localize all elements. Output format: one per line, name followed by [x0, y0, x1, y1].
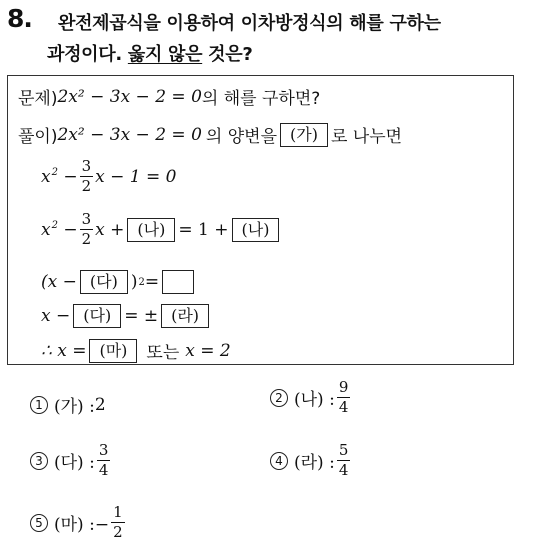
option-1[interactable] — [30, 392, 106, 417]
option-3-fraction — [97, 443, 111, 478]
solution-suffix: 로 나누면 — [330, 127, 403, 147]
step2-mid: = 1 + — [178, 219, 229, 240]
step1-minus: − — [57, 166, 78, 187]
step3-row — [41, 270, 197, 294]
blank-ma: (마) — [89, 339, 137, 363]
question-number: 8. — [7, 4, 32, 33]
step1-row — [41, 159, 177, 194]
option-5-label: (마) :− — [54, 515, 110, 535]
option-3-frac-num: 3 — [98, 441, 109, 459]
step5-post: x = 2 — [185, 340, 231, 361]
step1-frac-den: 2 — [81, 177, 92, 195]
step2-frac-num: 3 — [81, 210, 92, 228]
option-5[interactable] — [30, 505, 127, 540]
option-5-frac-den: 2 — [113, 523, 123, 541]
question-underlined-text: 옳지 않은 — [127, 44, 203, 65]
option-4-fraction — [337, 443, 351, 478]
solution-box — [7, 75, 514, 365]
problem-row — [18, 84, 320, 109]
option-3-number: 3 — [30, 452, 48, 470]
step4-pre: x − — [41, 306, 71, 326]
option-2[interactable] — [270, 380, 352, 415]
step5-pre: ∴ x = — [41, 340, 87, 361]
option-2-fraction — [337, 380, 351, 415]
option-2-number: 2 — [270, 389, 288, 407]
option-5-number: 5 — [30, 514, 48, 532]
option-5-fraction — [111, 505, 125, 540]
question-text-line1: 완전제곱식을 이용하여 이차방정식의 해를 구하는 — [58, 13, 441, 34]
blank-na-2: (나) — [232, 218, 280, 242]
option-3-frac-den: 4 — [98, 461, 109, 479]
option-2-label: (나) : — [294, 390, 335, 410]
step3-sup: 2 — [138, 276, 145, 288]
option-4-frac-den: 4 — [338, 461, 349, 479]
step2-tail: x + — [95, 219, 125, 240]
step3-open: (x − — [41, 272, 77, 292]
option-1-value: 2 — [94, 394, 106, 415]
step5-mid: 또는 — [146, 343, 180, 363]
solution-equation: 2x² − 3x − 2 = 0 — [57, 124, 202, 145]
option-5-frac-num: 1 — [113, 503, 123, 521]
step4-mid: = ± — [124, 306, 159, 326]
step3-close: ) — [130, 272, 138, 292]
option-4[interactable] — [270, 443, 352, 478]
step2-frac-den: 2 — [81, 230, 92, 248]
step1-x2: $x^2$ — [41, 166, 58, 187]
step1-tail: x − 1 = 0 — [95, 166, 177, 187]
blank-ga: (가) — [280, 123, 328, 147]
step5-row — [41, 338, 231, 363]
option-2-frac-num: 9 — [338, 378, 349, 396]
question-text-post: 것은? — [202, 44, 253, 65]
problem-equation: 2x² − 3x − 2 = 0 — [57, 86, 202, 107]
step1-fraction — [80, 159, 94, 194]
blank-da-2: (다) — [73, 304, 121, 328]
blank-ra: (라) — [161, 304, 209, 328]
option-4-label: (라) : — [294, 453, 335, 473]
option-4-frac-num: 5 — [338, 441, 349, 459]
step3-eq: = — [144, 272, 160, 292]
option-1-number: 1 — [30, 396, 48, 414]
blank-na-1: (나) — [127, 218, 175, 242]
option-1-label: (가) : — [54, 397, 95, 417]
blank-empty-box — [162, 270, 194, 294]
solution-row — [18, 122, 402, 147]
step2-minus: − — [57, 219, 78, 240]
step1-frac-num: 3 — [81, 157, 92, 175]
step2-fraction — [80, 212, 94, 247]
step2-x2: $x^2$ — [41, 219, 58, 240]
problem-suffix: 의 해를 구하면? — [201, 89, 321, 109]
question-text-pre: 과정이다. — [47, 44, 128, 65]
problem-label: 문제) — [18, 89, 58, 109]
solution-mid: 의 양변을 — [205, 127, 277, 147]
option-3[interactable] — [30, 443, 112, 478]
question-text-line2 — [47, 40, 252, 66]
step4-row — [41, 304, 212, 328]
option-4-number: 4 — [270, 452, 288, 470]
step2-row — [41, 212, 282, 247]
option-2-frac-den: 4 — [338, 398, 349, 416]
blank-da-1: (다) — [80, 270, 128, 294]
option-3-label: (다) : — [54, 453, 95, 473]
solution-label: 풀이) — [18, 127, 58, 147]
